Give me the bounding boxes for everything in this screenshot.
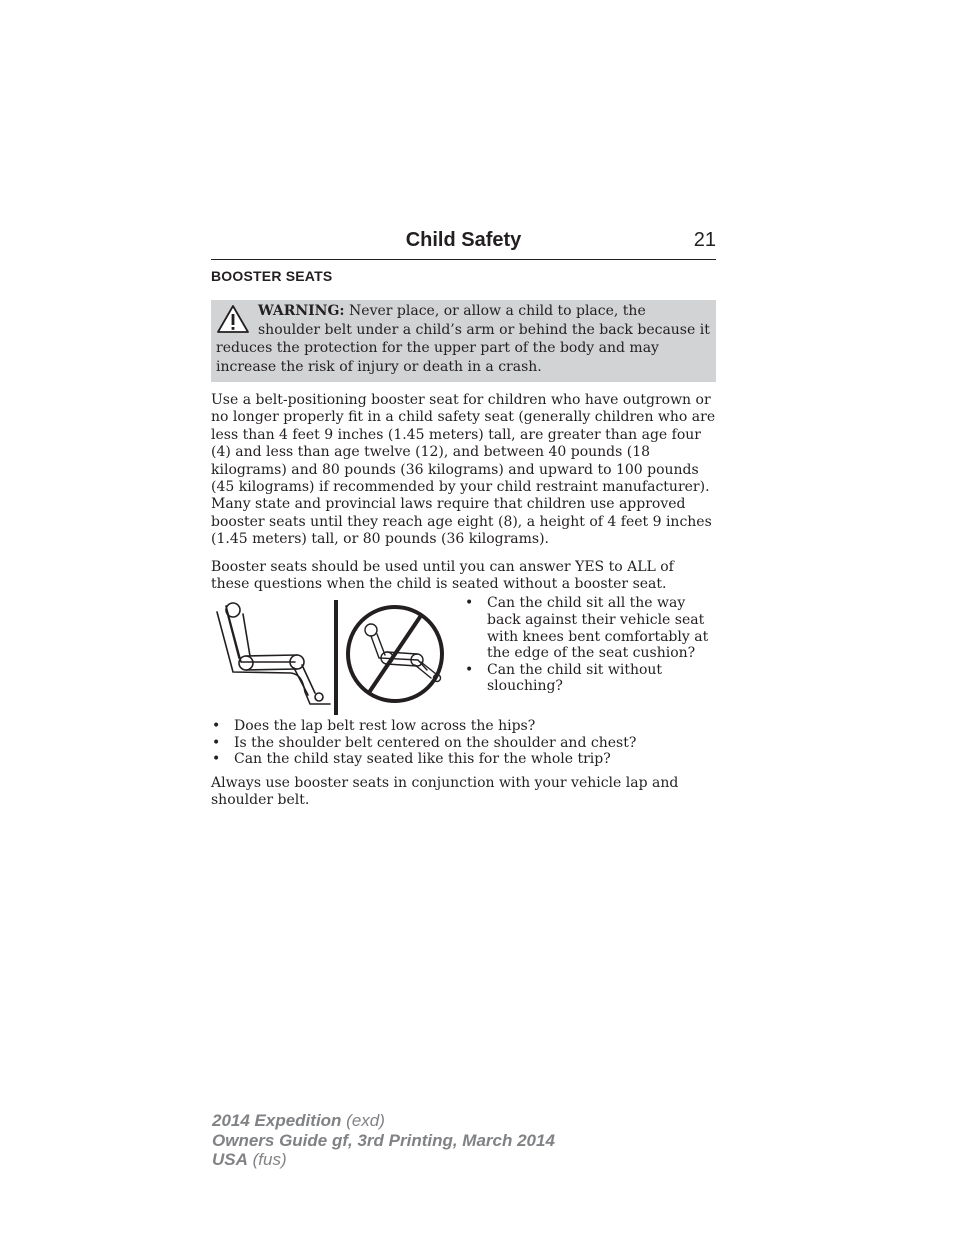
list-item: • Can the child stay seated like this for the whole trip?	[211, 751, 716, 767]
divider-bar	[334, 600, 338, 715]
list-item: • Is the shoulder belt centered on the shoulder and chest?	[211, 735, 716, 751]
footer-region-line	[212, 1150, 555, 1170]
closing-paragraph: Always use booster seats in conjunction with your vehicle lap and shoulder belt.	[211, 774, 679, 809]
section-heading: BOOSTER SEATS	[211, 268, 333, 284]
warning-label: WARNING:	[258, 303, 345, 319]
figure-question-list	[464, 595, 716, 695]
footer-guide: Owners Guide gf, 3rd Printing, March 2014	[212, 1130, 555, 1150]
seated-child-illustration	[211, 600, 456, 718]
warning-text: Never place, or allow a child to place, the shoulder belt under a child’s arm or behind the back because it reduces the protection for the upper part of the body and may increase the risk of injury or death in a crash.	[216, 303, 710, 375]
intro-paragraph: Use a belt-positioning booster seat for children who have outgrown or no longer properly fit in a child safety seat (generally children who are less than 4 feet 9 inches (1.45 meters) tall, are greater than age four (4) and less than age twelve (12), and between 40 pounds (18 kilograms) and 80 pounds (36 kilograms) and upward to 100 pounds (45 kilograms) if recommended by your child restraint manufacturer). Many state and provincial laws require that children use approved booster seats until they reach age eight (8), a height of 4 feet 9 inches (1.45 meters) tall, or 80 pounds (36 kilograms).	[211, 392, 716, 548]
footer-model: 2014 Expedition	[212, 1111, 342, 1130]
question-list	[211, 718, 716, 767]
list-item: • Can the child sit all the way back against their vehicle seat with knees bent comfortably at the edge of the seat cushion?	[464, 595, 716, 661]
footer-guide-line	[212, 1131, 555, 1151]
page-header	[211, 228, 716, 260]
correct-posture-icon	[217, 603, 330, 704]
list-item: • Does the lap belt rest low across the hips?	[211, 718, 716, 734]
footer-model-line	[212, 1111, 555, 1131]
warning-box	[211, 300, 716, 382]
incorrect-posture-icon	[365, 624, 441, 682]
list-item: • Can the child sit without slouching?	[464, 662, 716, 695]
page-number: 21	[693, 229, 716, 251]
chapter-title: Child Safety	[405, 229, 522, 251]
page-footer	[212, 1111, 555, 1170]
questions-intro-paragraph: Booster seats should be used until you can answer YES to ALL of these questions when the child is seated without a booster seat.	[211, 558, 674, 593]
footer-model-code: (exd)	[341, 1111, 385, 1130]
footer-region: USA	[212, 1150, 248, 1169]
prohibition-icon	[348, 607, 442, 701]
warning-triangle-icon	[216, 304, 250, 334]
manual-page	[211, 228, 716, 810]
footer-region-code: (fus)	[247, 1150, 287, 1169]
figure-row	[211, 595, 716, 718]
